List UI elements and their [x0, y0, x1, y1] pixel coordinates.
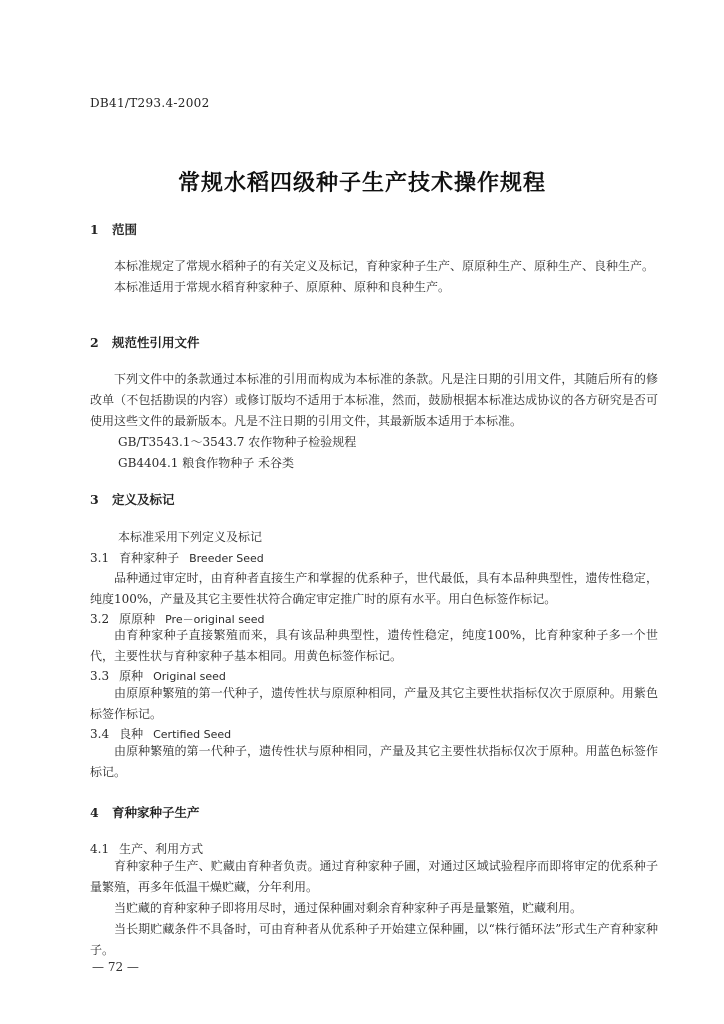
definition-text	[90, 568, 658, 610]
definition-number: 3.4	[90, 727, 110, 741]
section-title: 定义及标记	[112, 492, 175, 507]
standard-code: DB41/T293.4-2002	[90, 96, 210, 110]
definition-text	[90, 625, 658, 667]
definition-heading	[90, 725, 241, 742]
reference-item: GB/T3543.1～3543.7 农作物种子检验规程	[118, 435, 357, 449]
subsection-title: 生产、利用方式	[119, 842, 204, 856]
section-title: 范围	[112, 222, 138, 237]
definition-term: 育种家种子	[119, 551, 180, 565]
definition-term-en: Original seed	[153, 670, 226, 683]
paragraph-text: 下列文件中的条款通过本标准的引用而构成为本标准的条款。凡是注日期的引用文件，其随后所有的修改单（不包括勘误的内容）或修订版均不适用于本标准，然而，鼓励根据本标准达成协议的各方研究是否可使用这些文件的最新版本。凡是不注日期的引用文件，其最新版本适用于本标准。	[90, 372, 658, 428]
subsection-heading	[90, 840, 213, 857]
paragraph	[90, 369, 658, 432]
definition-text	[90, 683, 658, 725]
paragraph-text: 由育种家种子直接繁殖而来，具有该品种典型性，遗传性稳定，纯度100%，比育种家种子多一个世代，主要性状与育种家种子基本相同。用黄色标签作标记。	[90, 628, 658, 663]
section-intro: 本标准采用下列定义及标记	[118, 530, 263, 544]
section-number: 2	[90, 335, 99, 350]
definition-text	[90, 741, 658, 783]
paragraph-text: 当长期贮藏条件不具备时，可由育种者从优系种子开始建立保种圃，以“株行循环法”形式生产育种家种子。	[90, 922, 658, 957]
paragraph-text: 当贮藏的育种家种子即将用尽时，通过保种圃对剩余育种家种子再是量繁殖，贮藏利用。	[114, 901, 583, 915]
section-title: 育种家种子生产	[112, 805, 200, 820]
reference-item: GB4404.1 粮食作物种子 禾谷类	[118, 456, 295, 470]
paragraph-text: 本标准适用于常规水稻育种家种子、原原种、原种和良种生产。	[114, 280, 451, 294]
definition-number: 3.3	[90, 669, 110, 683]
paragraph-text: 由原种繁殖的第一代种子，遗传性状与原种相同，产量及其它主要性状指标仅次于原种。用蓝色标签作标记。	[90, 744, 658, 779]
definition-term: 原原种	[119, 612, 156, 626]
definition-number: 3.2	[90, 612, 110, 626]
paragraph-text: 本标准规定了常规水稻种子的有关定义及标记，育种家种子生产、原原种生产、原种生产、良种生产。	[114, 259, 655, 273]
subsection-number: 4.1	[90, 842, 110, 856]
definition-term-en: Breeder Seed	[189, 552, 264, 565]
section-heading	[90, 803, 200, 821]
definition-heading	[90, 549, 274, 566]
definition-number: 3.1	[90, 551, 110, 565]
definition-term: 原种	[119, 669, 144, 683]
section-heading	[90, 220, 137, 238]
definition-term-en: Certified Seed	[153, 728, 232, 741]
section-number: 3	[90, 492, 99, 507]
paragraph-text: 由原原种繁殖的第一代种子，遗传性状与原原种相同，产量及其它主要性状指标仅次于原原种。用紫色标签作标记。	[90, 686, 658, 721]
document-title: 常规水稻四级种子生产技术操作规程	[177, 170, 546, 196]
section-heading	[90, 490, 175, 508]
section-title: 规范性引用文件	[112, 335, 200, 350]
definition-term-en: Pre－original seed	[165, 613, 265, 626]
section-heading	[90, 333, 200, 351]
definition-heading	[90, 667, 236, 684]
section-number: 4	[90, 805, 99, 820]
paragraph-text: 育种家种子生产、贮藏由育种者负责。通过育种家种子圃，对通过区域试验程序而即将审定的优系种子量繁殖，再多年低温干燥贮藏，分年利用。	[90, 859, 658, 894]
paragraph	[90, 856, 658, 961]
paragraph	[90, 256, 658, 298]
page-number: — 72 —	[92, 960, 139, 974]
definition-term: 良种	[119, 727, 144, 741]
paragraph-text: 品种通过审定时，由育种者直接生产和掌握的优系种子，世代最低，具有本品种典型性，遗传性稳定，纯度100%，产量及其它主要性状符合确定审定推广时的原有水平。用白色标签作标记。	[90, 571, 658, 606]
section-number: 1	[90, 222, 99, 237]
